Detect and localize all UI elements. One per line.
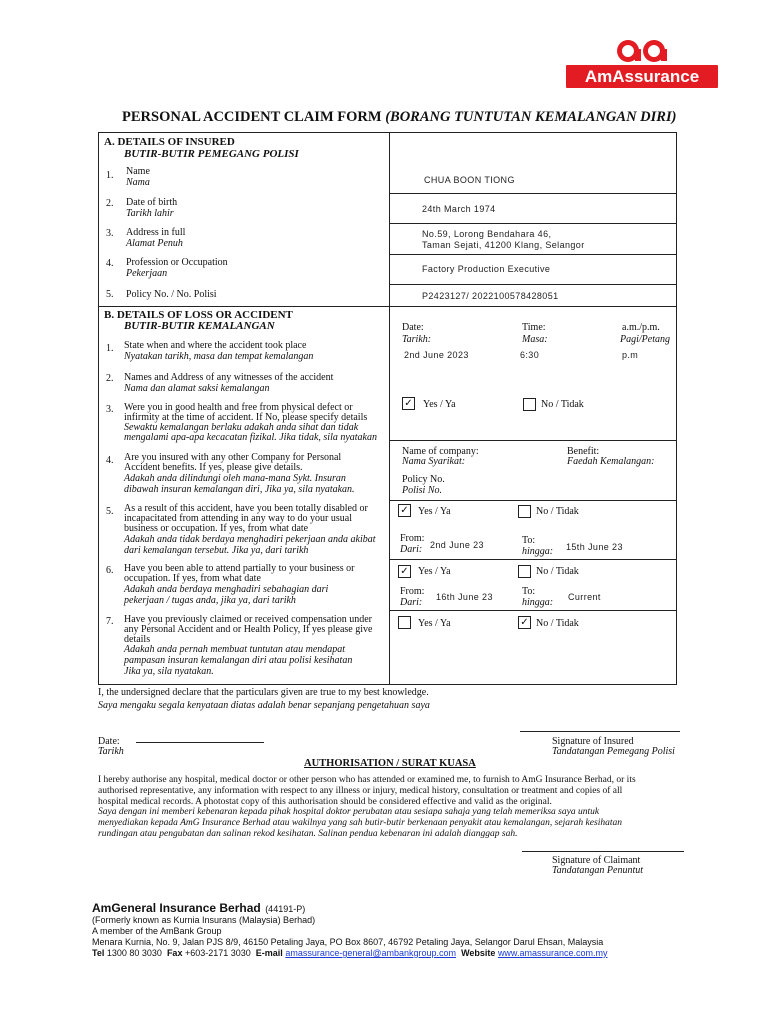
q5-no-checkbox[interactable] [518, 505, 531, 518]
q7-text-malay-line3: Jika ya, sila nyatakan. [124, 666, 214, 677]
q1-text-malay: Nyatakan tarikh, masa dan tempat kemalangan [124, 351, 314, 362]
q5-text-line1: As a result of this accident, have you been totally disabled or [124, 503, 368, 514]
claimant-signature-label: Signature of Claimant [552, 855, 641, 866]
question-number: 4. [106, 455, 114, 466]
q7-yes-label: Yes / Ya [418, 618, 451, 629]
q6-text-line2: occupation. If yes, from what date [124, 573, 261, 584]
q5-from-label-malay: Dari: [400, 544, 423, 555]
benefit-label-malay: Faedah Kemalangan: [567, 456, 655, 467]
accident-date-label-malay: Tarikh: [402, 334, 432, 345]
q5-from-label: From: [400, 533, 425, 544]
declaration-text-malay: Saya mengaku segala kenyataan diatas adalah benar sepanjang pengetahuan saya [98, 700, 430, 711]
authorisation-text-line3: hospital medical records. A photostat copy of this authorisation should be considered effective and valid as the original. [98, 797, 552, 807]
question-number: 7. [106, 616, 114, 627]
form-title-malay: (BORANG TUNTUTAN KEMALANGAN DIRI) [385, 109, 677, 125]
dob-value[interactable]: 24th March 1974 [422, 204, 496, 214]
q3-no-label: No / Tidak [541, 399, 584, 410]
benefit-label: Benefit: [567, 446, 600, 457]
form-title-en: PERSONAL ACCIDENT CLAIM FORM [122, 109, 382, 125]
authorisation-title [304, 758, 476, 769]
section-b-heading-malay: BUTIR-BUTIR KEMALANGAN [124, 320, 275, 332]
q5-text-line3: business or occupation. If yes, from what date [124, 523, 309, 534]
q3-text-line1: Were you in good health and free from physical defect or [124, 402, 353, 413]
question-number: 6. [106, 565, 114, 576]
q3-yes-label: Yes / Ya [423, 399, 456, 410]
address-label: Address in full [126, 227, 186, 238]
q6-from-label-malay: Dari: [400, 597, 423, 608]
address-value-line2[interactable]: Taman Sejati, 41200 Klang, Selangor [422, 240, 585, 250]
dob-label: Date of birth [126, 197, 178, 208]
occupation-label: Profession or Occupation [126, 257, 228, 268]
q7-text-line1: Have you previously claimed or received compensation under [124, 614, 372, 625]
website-label: Website [461, 948, 496, 958]
q2-text-malay: Nama dan alamat saksi kemalangan [124, 383, 270, 394]
question-number: 1. [106, 343, 114, 354]
q3-text-malay-line1: Sewaktu kemalangan berlaku adakah anda sihat dan tidak [124, 422, 359, 433]
tel-value: 1300 80 3030 [106, 948, 162, 958]
q6-from-label: From: [400, 586, 425, 597]
q5-text-line2: incapacitated from attending in any way to do your usual [124, 513, 352, 524]
q6-yes-checkbox[interactable]: ✓ [398, 565, 411, 578]
q7-text-malay-line2: pampasan insuran kemalangan diri atau polisi kesihatan [124, 655, 353, 666]
insured-signature-label: Signature of Insured [552, 736, 634, 747]
tel-label: Tel [92, 948, 105, 958]
address-label-malay: Alamat Penuh [126, 238, 183, 249]
section-a-heading-malay: BUTIR-BUTIR PEMEGANG POLISI [124, 148, 299, 160]
row-number: 5. [106, 289, 114, 300]
q4-text-malay-line1: Adakah anda dilindungi oleh mana-mana Sykt. Insuran [124, 473, 346, 484]
other-policy-label: Policy No. [402, 474, 445, 485]
ampm-label: a.m./p.m. [622, 322, 660, 333]
policy-no-label: Policy No. / No. Polisi [126, 289, 217, 300]
q5-to-label-malay: hingga: [522, 546, 554, 557]
q6-to-label: To: [522, 586, 536, 597]
other-company-label: Name of company: [402, 446, 479, 457]
q5-from-value[interactable]: 2nd June 23 [430, 540, 484, 550]
question-number: 3. [106, 404, 114, 415]
ampm-label-malay: Pagi/Petang [620, 334, 670, 345]
fax-value: +603-2171 3030 [184, 948, 251, 958]
row-number: 3. [106, 228, 114, 239]
accident-date-value[interactable]: 2nd June 2023 [404, 350, 469, 360]
q2-text: Names and Address of any witnesses of the accident [124, 372, 334, 383]
claimant-signature-line[interactable] [522, 851, 684, 852]
q6-to-label-malay: hingga: [522, 597, 554, 608]
accident-time-label-malay: Masa: [522, 334, 548, 345]
q6-from-value[interactable]: 16th June 23 [436, 592, 493, 602]
declaration-date-label: Date: [98, 736, 120, 747]
q5-text-malay-line2: dari kemalangan tersebut. Jika ya, dari tarikh [124, 545, 309, 556]
row-number: 1. [106, 170, 114, 181]
name-label: Name [126, 166, 150, 177]
section-b-heading: B. DETAILS OF LOSS OR ACCIDENT [104, 309, 293, 321]
row-number: 2. [106, 198, 114, 209]
other-policy-label-malay: Polisi No. [402, 485, 443, 496]
policy-no-value[interactable]: P2423127/ 2022100578428051 [422, 291, 559, 301]
authorisation-text-line2: authorised representative, any information with respect to any illness or injury, medical history, consultation or treatment and copies of all [98, 786, 623, 796]
claimant-signature-label-malay: Tandatangan Penuntut [552, 865, 644, 876]
declaration-date-line[interactable] [136, 742, 264, 743]
address-value-line1[interactable]: No.59, Lorong Bendahara 46, [422, 229, 552, 239]
footer-group: A member of the AmBank Group [92, 926, 222, 936]
authorisation-text-malay-line1: Saya dengan ini memberi kebenaran kepada pihak hospital doktor perubatan atau sesiapa sahaja yang telah memeriksa saya untuk [98, 807, 600, 817]
ampm-value[interactable]: p.m [622, 350, 639, 360]
name-value[interactable]: CHUA BOON TIONG [424, 175, 515, 185]
q5-yes-label: Yes / Ya [418, 506, 451, 517]
footer-address: Menara Kurnia, No. 9, Jalan PJS 8/9, 46150 Petaling Jaya, PO Box 8607, 46792 Petaling Jaya, Selangor Darul Ehsan, Malaysia [92, 937, 604, 947]
q3-text-malay-line2: mengalami apa-apa kecacatan fizikal. Jika tidak, sila nyatakan [124, 432, 377, 443]
q6-yes-label: Yes / Ya [418, 566, 451, 577]
section-a-heading: A. DETAILS OF INSURED [104, 136, 235, 148]
q5-no-label: No / Tidak [536, 506, 579, 517]
q5-to-value[interactable]: 15th June 23 [566, 542, 623, 552]
q4-text-line2: Accident benefits. If yes, please give details. [124, 462, 303, 473]
q1-text: State when and where the accident took place [124, 340, 307, 351]
q6-no-label: No / Tidak [536, 566, 579, 577]
brand-logo [566, 36, 718, 90]
footer-company-name: AmGeneral Insurance Berhad [92, 901, 261, 915]
q7-no-checkbox[interactable]: ✓ [518, 616, 531, 629]
q6-text-line1: Have you been able to attend partially to your business or [124, 563, 355, 574]
website-link[interactable]: www.amassurance.com.my [497, 948, 608, 958]
q7-yes-checkbox[interactable] [398, 616, 411, 629]
q3-yes-checkbox[interactable]: ✓ [402, 397, 415, 410]
question-number: 2. [106, 373, 114, 384]
footer-former-name: (Formerly known as Kurnia Insurans (Malaysia) Berhad) [92, 915, 316, 925]
insured-signature-label-malay: Tandatangan Pemegang Polisi [552, 746, 675, 757]
footer-contact [92, 948, 607, 958]
q7-text-line3: details [124, 634, 151, 645]
q4-text-malay-line2: dibawah insuran kemalangan diri, Jika ya, sila nyatakan. [124, 484, 355, 495]
insured-signature-line[interactable] [520, 731, 680, 732]
footer-company-reg: (44191-P) [265, 904, 306, 914]
authorisation-title-text: AUTHORISATION / SURAT KUASA [304, 758, 476, 769]
dob-label-malay: Tarikh lahir [126, 208, 174, 219]
email-label: E-mail [255, 948, 283, 958]
email-link[interactable]: amassurance-general@ambankgroup.com [285, 948, 457, 958]
other-company-label-malay: Nama Syarikat: [402, 456, 466, 467]
declaration-date-label-malay: Tarikh [98, 746, 124, 757]
accident-date-label: Date: [402, 322, 424, 333]
brand-name: AmAssurance [584, 67, 700, 86]
authorisation-text-malay-line3: rundingan atau pengubatan dan salinan rekod kesihatan. Salinan pendua kebenaran ini adalah dianggap sah. [98, 829, 518, 839]
q7-text-line2: any Personal Accident and or Health Policy, If yes please give [124, 624, 373, 635]
q7-no-label: No / Tidak [536, 618, 579, 629]
q5-to-label: To: [522, 535, 536, 546]
q4-text-line1: Are you insured with any other Company for Personal [124, 452, 342, 463]
q3-text-line2: infirmity at the time of accident. If No, please specify details [124, 412, 368, 423]
q5-yes-checkbox[interactable]: ✓ [398, 504, 411, 517]
q7-text-malay-line1: Adakah anda pernah membuat tuntutan atau mendapat [124, 644, 346, 655]
occupation-label-malay: Pekerjaan [126, 268, 168, 279]
q6-to-value[interactable]: Current [568, 592, 601, 602]
q6-no-checkbox[interactable] [518, 565, 531, 578]
authorisation-text-line1: I hereby authorise any hospital, medical doctor or other person who has attended or examined me, to furnish to AmG Insurance Berhad, or its [98, 775, 636, 785]
question-number: 5. [106, 506, 114, 517]
row-number: 4. [106, 258, 114, 269]
occupation-value[interactable]: Factory Production Executive [422, 264, 551, 274]
q5-text-malay-line1: Adakah anda tidak berdaya menghadiri pekerjaan anda akibat [124, 534, 376, 545]
q3-no-checkbox[interactable] [523, 398, 536, 411]
accident-time-label: Time: [522, 322, 546, 333]
q6-text-malay-line1: Adakah anda berdaya menghadiri sebahagian dari [124, 584, 329, 595]
name-label-malay: Nama [126, 177, 150, 188]
form-title [122, 109, 676, 126]
accident-time-value[interactable]: 6:30 [520, 350, 540, 360]
fax-label: Fax [166, 948, 183, 958]
authorisation-text-malay-line2: menyediakan kepada AmG Insurance Berhad atau wakilnya yang sah butir-butir berkenaan penyakit atau kemalangan, sejarah kesihatan [98, 818, 622, 828]
q6-text-malay-line2: pekerjaan / tugas anda, jika ya, dari tarikh [124, 595, 296, 606]
declaration-text: I, the undersigned declare that the particulars given are true to my best knowledge. [98, 687, 429, 698]
